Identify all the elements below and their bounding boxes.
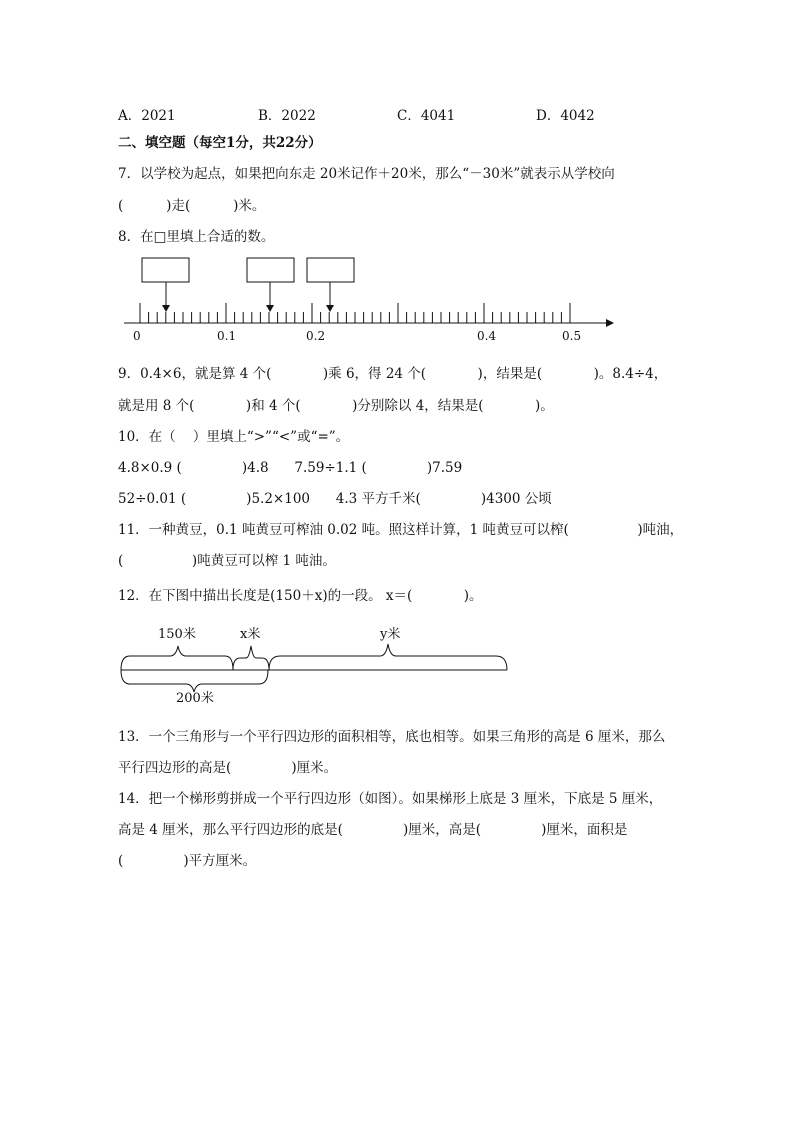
- q13-line2: 平行四边形的高是( )厘米。: [118, 760, 338, 776]
- q9-line2: 就是用 8 个( )和 4 个( )分别除以 4，结果是( )。: [118, 398, 554, 414]
- answer-box-1: [142, 258, 189, 282]
- q10-row2: 52÷0.01 ( )5.2×100 4.3 平方千米( )4300 公顷: [118, 491, 552, 507]
- q14-line1: 14．把一个梯形剪拼成一个平行四边形（如图）。如果梯形上底是 3 厘米，下底是 5 厘米，: [118, 791, 663, 807]
- label-y: y米: [380, 627, 401, 642]
- brace-y: [269, 644, 507, 670]
- answer-box-3: [307, 258, 354, 282]
- option-c: C．4041: [397, 108, 456, 124]
- brace-200: [121, 670, 268, 692]
- q9-line1: 9．0.4×6，就是算 4 个( )乘 6，得 24 个( )，结果是( )。8.4÷4，: [118, 366, 668, 382]
- brace-150: [121, 646, 233, 670]
- tick-label: 0.2: [306, 329, 326, 343]
- q11-line2: ( )吨黄豆可以榨 1 吨油。: [118, 553, 336, 569]
- tick-label: 0.1: [217, 329, 237, 343]
- option-a: A．2021: [118, 108, 176, 124]
- arrow-down-icon: [326, 305, 334, 312]
- brace-x: [233, 646, 269, 670]
- arrow-down-icon: [266, 305, 274, 312]
- brace-figure: [0, 620, 794, 715]
- q8-text: 8．在□里填上合适的数。: [118, 229, 275, 245]
- tick-label: 0: [133, 329, 141, 343]
- axis-arrow-icon: [606, 319, 614, 327]
- option-d: D．4042: [536, 108, 595, 124]
- arrow-down-icon: [162, 305, 170, 312]
- option-b: B．2022: [258, 108, 316, 124]
- tick-label: 0.5: [562, 329, 582, 343]
- q10-row1: 4.8×0.9 ( )4.8 7.59÷1.1 ( )7.59: [118, 460, 463, 476]
- label-200: 200米: [176, 691, 214, 706]
- label-150: 150米: [158, 627, 196, 642]
- q11-line1: 11．一种黄豆，0.1 吨黄豆可榨油 0.02 吨。照这样计算，1 吨黄豆可以榨( )吨油，: [118, 522, 684, 538]
- number-line-figure: [0, 250, 794, 345]
- q12-text: 12．在下图中描出长度是(150＋x)的一段。 x＝( )。: [118, 588, 483, 604]
- tick-label: 0.4: [477, 329, 497, 343]
- label-x: x米: [240, 627, 261, 642]
- q14-line2: 高是 4 厘米，那么平行四边形的底是( )厘米，高是( )厘米，面积是: [118, 822, 628, 838]
- q10-text: 10．在（ ）里填上“>”“<”或“=”。: [118, 429, 350, 445]
- q7-line1: 7．以学校为起点，如果把向东走 20米记作＋20米，那么“－30米”就表示从学校向: [118, 166, 615, 182]
- section-heading: 二、填空题（每空1分，共22分）: [118, 135, 322, 151]
- answer-box-2: [247, 258, 294, 282]
- q7-line2: ( )走( )米。: [118, 198, 266, 214]
- q13-line1: 13．一个三角形与一个平行四边形的面积相等，底也相等。如果三角形的高是 6 厘米，那么: [118, 729, 666, 745]
- q14-line3: ( )平方厘米。: [118, 853, 257, 869]
